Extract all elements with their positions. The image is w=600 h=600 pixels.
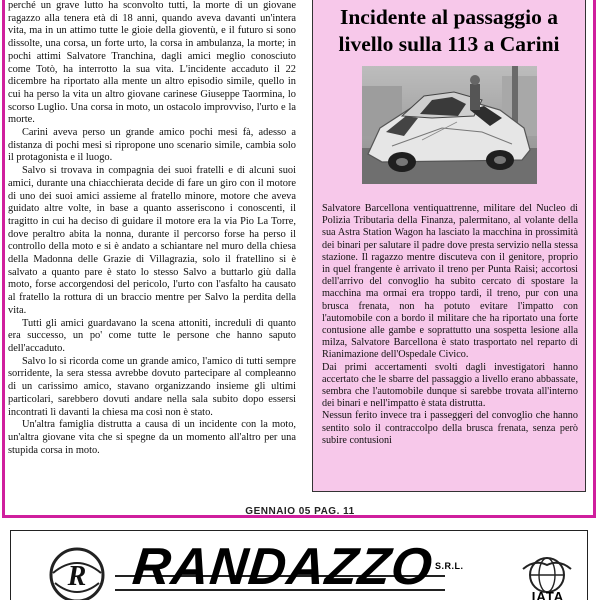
right-paragraph-2: Dai primi accertamenti svolti dagli investigatori hanno accertato che le sbarre del passaggio a livello erano abbassate, sembra che l'automobile dunque si sarebbe trovata all'interno dei binari e nell'impatto è stata distrutta.: [322, 361, 578, 410]
left-paragraph-3: Salvo si trovava in compagnia dei suoi fratelli e di alcuni suoi amici, durante una chiacchierata decide di fare un giro con il motore di uno dei suoi amici assieme al fratello minore, motore che aveva guidato altre volte, in base a quanto asseriscono i conoscenti, il tragitto in cui ha deciso di guidare il motore era la via Pio La Torre, dove peraltro abita la nonna, durante il percorso forse ha perso il controllo della moto e si è andato a schiantare nel muro della chiesa della Madonna delle Grazie di Villagrazia, solo il fratellino si è salvato a quanto pare è stato lo stesso Salvo a buttarlo giù dalla moto, forse accorgendosi del pericolo, l'urto con l'asfalto ha causato al fratello la rottura di un braccio mentre per Salvo la perdita della vita.: [8, 165, 296, 316]
crashed-car-photo: [362, 66, 537, 184]
left-paragraph-4: Tutti gli amici guardavano la scena attoniti, increduli di quanto era successo, un po' come tutte le persone che hanno saputo dell'accaduto.: [8, 317, 296, 354]
brand-name: RANDAZZO: [129, 538, 436, 596]
issue-footer: GENNAIO 05 PAG. 11: [245, 506, 355, 517]
left-article: [8, 0, 296, 505]
iata-label: IATA: [531, 589, 565, 600]
logo-letter: R: [67, 561, 87, 592]
right-article-box: [312, 0, 586, 492]
right-article-body: [322, 203, 578, 447]
left-paragraph-2: Carini aveva perso un grande amico pochi mesi fà, adesso a distanza di pochi mesi si ripropone uno scenario simile, cambia solo il protagonista e il luogo.: [8, 127, 296, 164]
left-paragraph-1: perché un grave lutto ha sconvolto tutti, la morte di un giovane ragazzo alla tenera età di 18 anni, quando aveva davanti un'intera vita, ma in un attimo tutte le gioie della gioventù, e il futuro si sono dissolte, una corsa, un forte urto, la corsa in ambulanza, la morte; in pochi attimi Salvatore Tranchina, dagli amici meglio conosciuto come Totò, ha interrotto la sua vita. L'incidente accaduto il 22 dicembre ha riportato alla mente un altro episodio simile, quello in cui ha perso la vita un altro giovane carinese Giuseppe Taormina, lo scorso Luglio. Una corsa in moto, un ostacolo improvviso, l'urto e la morte.: [8, 0, 296, 126]
brand-suffix: S.R.L.: [435, 561, 464, 571]
randazzo-advertisement: [10, 530, 588, 600]
right-paragraph-3: Nessun ferito invece tra i passeggeri del convoglio che hanno sentito solo il contraccolpo della brusca frenata, senza però subire contusioni: [322, 410, 578, 446]
left-paragraph-5: Salvo lo si ricorda come un grande amico, l'amico di tutti sempre sorridente, la sera stessa avrebbe dovuto partecipare al compleanno di un carissimo amico, stavano organizzando insieme gli ultimi particolari, sarebbero dovuti andare nella sala subito dopo essersi incontrati lì davanti la chiesa ma così non è stato.: [8, 355, 296, 418]
right-paragraph-1: Salvatore Barcellona ventiquattrenne, militare del Nucleo di Polizia Tributaria della Finanza, palermitano, al volante della sua Astra Station Wagon ha lasciato la macchina in prossimità dei binari per salutare il padre dove presta servizio nella stessa stazione. Il ragazzo mentre discuteva con il genitore, proprio in quel frangente è arrivato il treno per Punta Raisi; accortosi dell'arrivo del convoglio ha subito cercato di spostare la macchina ma ormai era troppo tardi, il treno, pur con una brusca frenata, non ha potuto evitare l'impatto con l'automobile con a bordo il militare che ha riportato una forte contusione alle gambe e soprattutto una sospetta lesione alla milza, Salvatore Barcellona è stato trasportato nel reparto di Rianimazione dell'Ospedale Civico.: [322, 203, 578, 361]
left-paragraph-6: Un'altra famiglia distrutta a causa di un incidente con la moto, un'altra giovane vita che si spegne da un momento all'altro per una stupida corsa in moto.: [8, 419, 296, 456]
article-headline: Incidente al passaggio a livello sulla 113 a Carini: [338, 5, 560, 56]
car-wreck-image: [362, 66, 537, 184]
randazzo-logo-icon: [47, 543, 107, 600]
